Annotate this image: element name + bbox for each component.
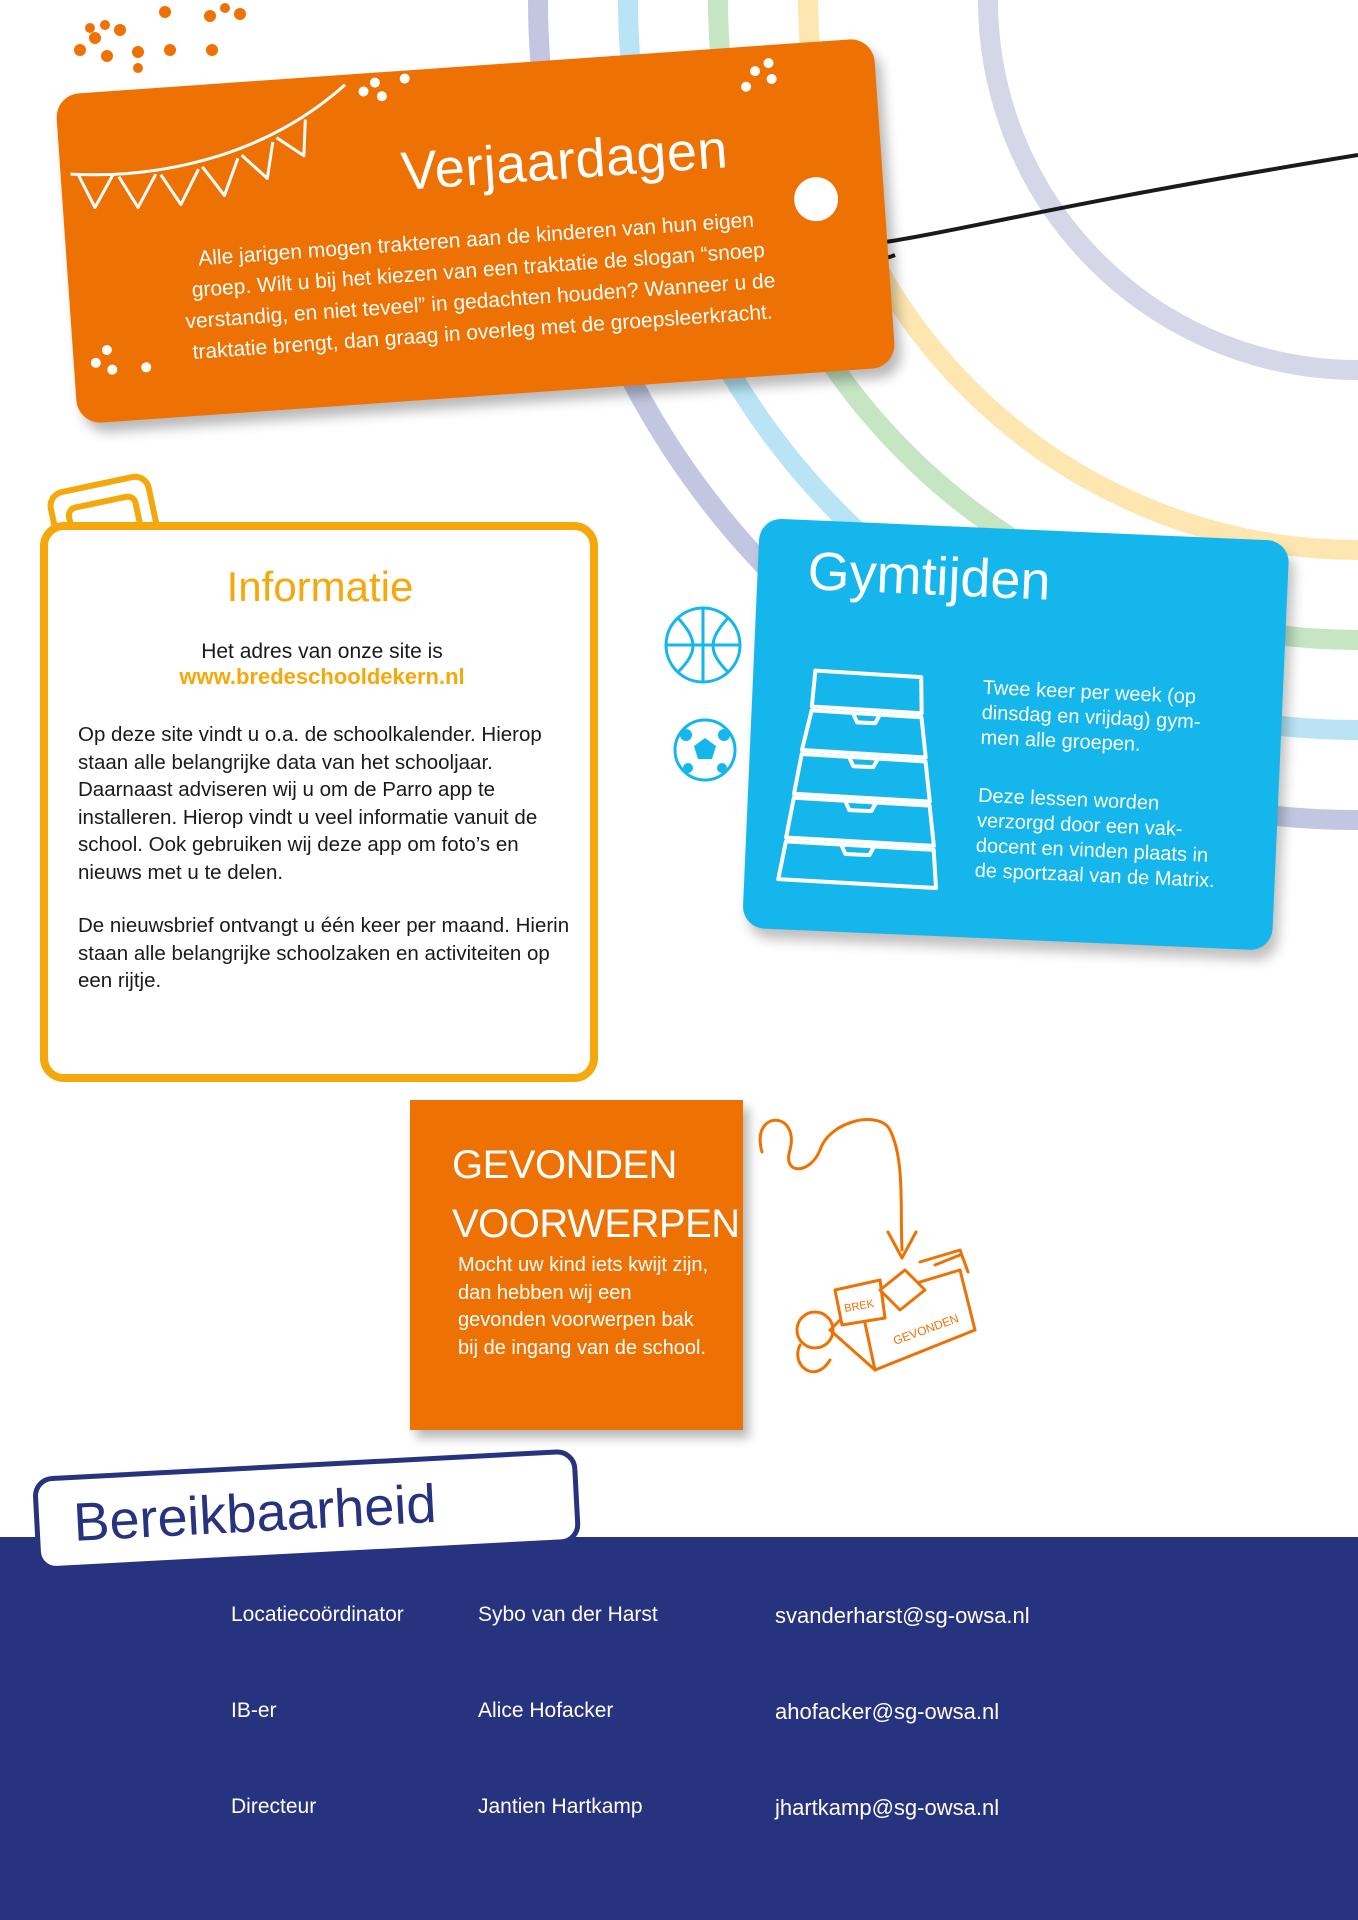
found-item-label: BREK: [843, 1297, 876, 1315]
contact-row: [0, 1603, 1358, 1633]
info-paragraph-2: De nieuwsbrief ontvangt u één keer per maand. Hierin staan alle belangrijke schoolzaken en activiteiten op een rijtje.: [78, 914, 570, 992]
school-website-link[interactable]: www.bredeschooldekern.nl: [179, 664, 465, 689]
gym-paragraph-2: Deze lessen worden verzorgd door een vak-docent en vinden plaats in de sportzaal van de Matrix.: [974, 784, 1216, 893]
gym-title: Gymtijden: [806, 541, 1052, 612]
confetti-dots: [74, 3, 246, 73]
contact-email-link[interactable]: svanderharst@sg-owsa.nl: [775, 1603, 1030, 1628]
contact-name: Jantien Hartkamp: [478, 1795, 643, 1818]
gym-paragraph-1: Twee keer per week (op dinsdag en vrijdag) gym-men alle groepen.: [980, 676, 1201, 756]
info-address-line: Het adres van onze site is: [201, 640, 443, 663]
basketball-icon: [666, 608, 740, 682]
contact-role: Locatiecoördinator: [231, 1603, 404, 1626]
lost-and-found-title-line-2: VOORWERPEN: [452, 1202, 740, 1246]
contact-role: Directeur: [231, 1795, 317, 1818]
found-box-icon: [760, 1120, 975, 1372]
info-paragraph-1: Op deze site vindt u o.a. de schoolkalender. Hierop staan alle belangrijke data van het schooljaar. Daarnaast adviseren wij u om de Parro app te installeren. Hierop vindt u veel informatie vanuit de school. Ook gebruiken wij deze app om foto’s en nieuws met u te delen.: [78, 723, 542, 884]
gym-card: [742, 518, 1289, 951]
soccer-ball-icon: [675, 720, 735, 780]
contact-email-link[interactable]: ahofacker@sg-owsa.nl: [775, 1699, 1000, 1724]
contact-row: [0, 1699, 1358, 1729]
birthday-text: Alle jarigen mogen trakteren aan de kinderen van hun eigen groep. Wilt u bij het kiezen van een traktatie de slogan “snoep verstandig, en niet teveel” in gedachten houden? Wanneer u de traktatie brengt, dan graag in overleg met de groepsleerkracht.: [184, 208, 777, 364]
tag-string: [825, 155, 1358, 246]
found-box-label: GEVONDEN: [891, 1311, 961, 1348]
contact-name: Sybo van der Harst: [478, 1603, 658, 1626]
lost-and-found-title-line-1: GEVONDEN: [452, 1143, 677, 1187]
contact-name: Alice Hofacker: [478, 1699, 614, 1722]
contact-email-link[interactable]: jhartkamp@sg-owsa.nl: [775, 1795, 1000, 1820]
info-title: Informatie: [226, 563, 414, 610]
contact-title: Bereikbaarheid: [71, 1473, 438, 1553]
lost-and-found-text: Mocht uw kind iets kwijt zijn, dan hebben wij een gevonden voorwerpen bak bij de ingang van de school.: [458, 1254, 709, 1359]
birthday-tag: [55, 38, 896, 424]
vaulting-box-icon: [764, 659, 974, 898]
lost-and-found-title: [452, 1136, 740, 1254]
contact-role: IB-er: [231, 1699, 277, 1722]
birthday-title: Verjaardagen: [399, 119, 730, 202]
lost-and-found-box: [410, 1100, 743, 1430]
contact-row: [0, 1795, 1358, 1825]
